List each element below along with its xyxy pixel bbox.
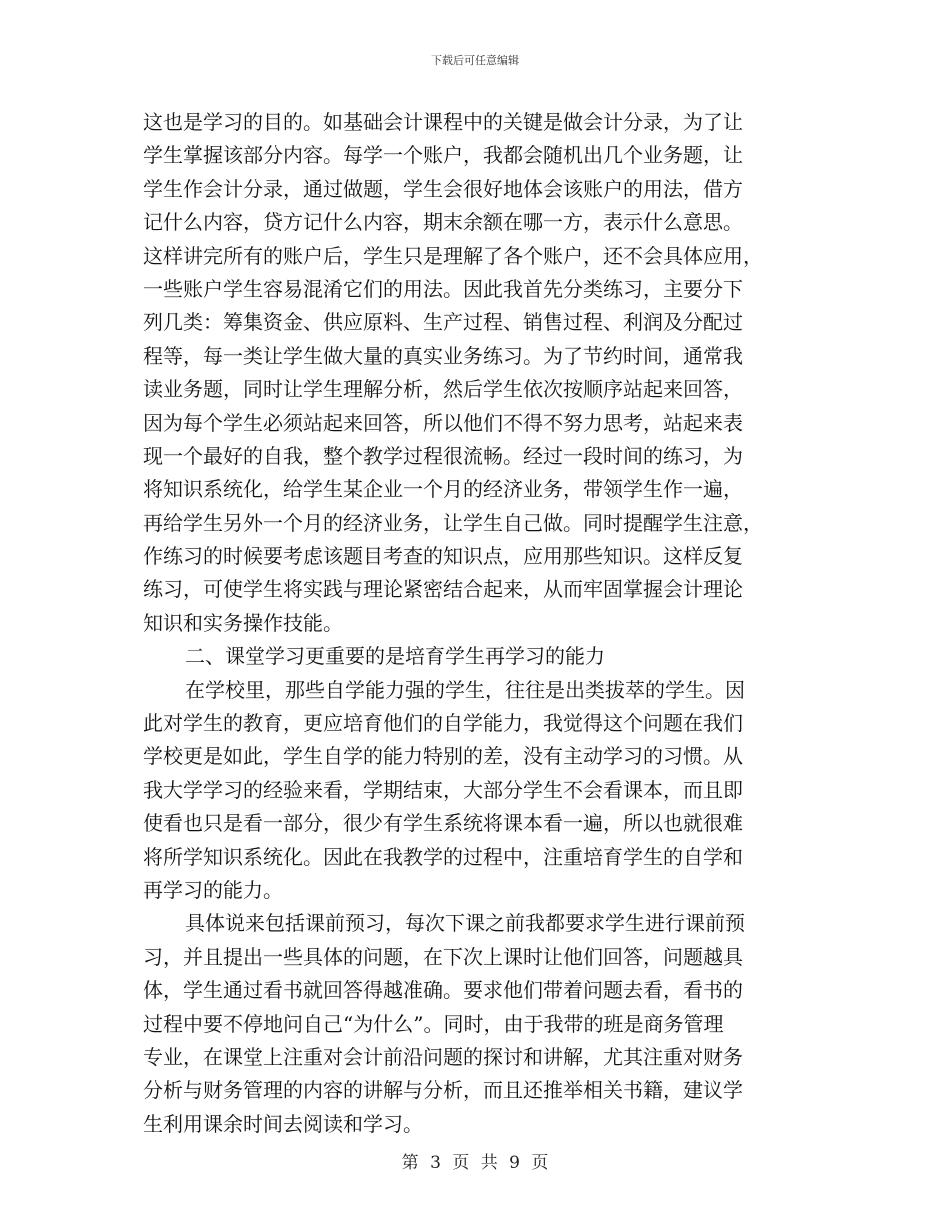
text-line: 练习，可使学生将实践与理论紧密结合起来，从而牢固掌握会计理论 xyxy=(143,577,743,602)
text-line: 我大学学习的经验来看，学期结束，大部分学生不会看课本，而且即 xyxy=(143,777,743,802)
document-body xyxy=(143,106,808,1141)
text-line: 生利用课余时间去阅读和学习。 xyxy=(143,1111,423,1136)
text-line: 专业，在课堂上注重对会计前沿问题的探讨和讲解，尤其注重对财务 xyxy=(143,1044,743,1069)
text-line: 因为每个学生必须站起来回答，所以他们不得不努力思考，站起来表 xyxy=(143,410,743,435)
page-number-footer: 第 3 页 共 9 页 xyxy=(401,1153,549,1173)
text-line: 具体说来包括课前预习，每次下课之前我都要求学生进行课前预 xyxy=(185,911,745,936)
text-line: 记什么内容，贷方记什么内容，期末余额在哪一方，表示什么意思。 xyxy=(143,210,743,235)
text-line: 将知识系统化，给学生某企业一个月的经济业务，带领学生作一遍， xyxy=(143,477,743,502)
text-line: 过程中要不停地问自己“为什么”。同时，由于我带的班是商务管理 xyxy=(143,1011,724,1036)
text-line: 此对学生的教育，更应培育他们的自学能力，我觉得这个问题在我们 xyxy=(143,711,743,736)
text-line: 学生掌握该部分内容。每学一个账户，我都会随机出几个业务题，让 xyxy=(143,143,743,168)
text-line: 读业务题，同时让学生理解分析，然后学生依次按顺序站起来回答， xyxy=(143,377,743,402)
text-line: 使看也只是看一部分，很少有学生系统将课本看一遍，所以也就很难 xyxy=(143,811,743,836)
text-line: 程等，每一类让学生做大量的真实业务练习。为了节约时间，通常我 xyxy=(143,343,743,368)
text-line: 学生作会计分录，通过做题，学生会很好地体会该账户的用法，借方 xyxy=(143,176,743,201)
text-line: 列几类：筹集资金、供应原料、生产过程、销售过程、利润及分配过 xyxy=(143,310,743,335)
text-line: 再给学生另外一个月的经济业务，让学生自己做。同时提醒学生注意， xyxy=(143,510,763,535)
text-line: 知识和实务操作技能。 xyxy=(143,610,343,635)
text-line: 体，学生通过看书就回答得越准确。要求他们带着问题去看，看书的 xyxy=(143,978,743,1003)
text-line: 再学习的能力。 xyxy=(143,877,283,902)
page-header-note: 下载后可任意编辑 xyxy=(431,54,519,67)
text-line: 学校更是如此，学生自学的能力特别的差，没有主动学习的习惯。从 xyxy=(143,744,743,769)
text-line: 这也是学习的目的。如基础会计课程中的关键是做会计分录，为了让 xyxy=(143,110,743,134)
text-line: 作练习的时候要考虑该题目考查的知识点，应用那些知识。这样反复 xyxy=(143,544,743,569)
text-line: 习，并且提出一些具体的问题，在下次上课时让他们回答，问题越具 xyxy=(143,944,743,969)
text-line: 现一个最好的自我，整个教学过程很流畅。经过一段时间的练习，为 xyxy=(143,443,743,468)
text-line: 将所学知识系统化。因此在我教学的过程中，注重培育学生的自学和 xyxy=(143,844,743,869)
text-line: 这样讲完所有的账户后，学生只是理解了各个账户，还不会具体应用， xyxy=(143,243,763,268)
section-heading: 二、课堂学习更重要的是培育学生再学习的能力 xyxy=(185,644,605,669)
text-line: 分析与财务管理的内容的讲解与分析，而且还推举相关书籍，建议学 xyxy=(143,1078,743,1103)
text-line: 在学校里，那些自学能力强的学生，往往是出类拔萃的学生。因 xyxy=(185,677,745,702)
text-line: 一些账户学生容易混淆它们的用法。因此我首先分类练习，主要分下 xyxy=(143,276,743,301)
